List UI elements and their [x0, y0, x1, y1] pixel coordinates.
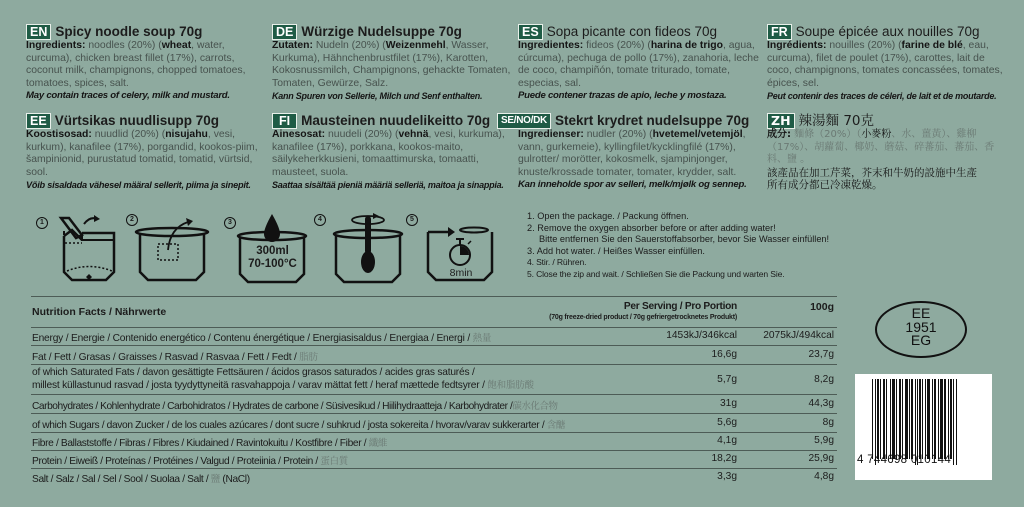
product-title-fi: Mausteinen nuudelikeitto 70g	[301, 113, 491, 128]
allergen-note-es: Puede contener trazas de apio, leche y mostaza.	[518, 90, 727, 102]
ingredients-de: Zutaten: Nudeln (20%) (Weizenmehl, Wasser, Kurkuma), Hähnchenbrustfilet (17%), Karotten, Kokosnussmilch, Champignons, gehackte Tomaten, Tomaten, Gewürze, Salz.	[272, 40, 511, 89]
product-title-en: Spicy noodle soup 70g	[55, 24, 203, 39]
nutrition-row-fibre: Fibre / Ballaststoffe / Fibras / Fibres / Kiudained / Ravintokuitu / Kostfibre / Fiber / 纖維 4,1g 5,9g	[31, 433, 837, 451]
product-title-de: Würzige Nudelsuppe 70g	[301, 24, 462, 39]
per-serving-subheader: (70g freeze-dried product / 70g gefriergetrocknetes Produkt)	[549, 314, 737, 321]
ingredients-fi: Ainesosat: nuudeli (20%) (vehnä, vesi, kurkuma), kanafilee (17%), porkkana, kookos-maito, säilykeherkkusieni, tomaattimurska, tomaatti, mausteet, suola.	[272, 129, 505, 178]
health-mark-number: 1951	[905, 318, 937, 335]
nutrition-header	[31, 297, 837, 328]
step-5-wait-icon	[410, 210, 507, 290]
allergen-note-fr: Peut contenir des traces de céleri, de lait et de moutarde.	[767, 91, 997, 102]
product-title-ee: Vürtsikas nuudlisupp 70g	[54, 113, 219, 128]
water-temperature: 70-100°C	[248, 258, 297, 270]
step-number-2: 2	[126, 214, 138, 226]
ingredients-fr: Ingrédients: nouilles (20%) (farine de blé, eau, curcuma), filet de poulet (17%), carottes, lait de coco, champignons, tomates concassées, tomates, épices, sel.	[767, 40, 1003, 89]
health-mark-eg: EG	[910, 332, 932, 348]
allergen-note-fi: Saattaa sisältää pieniä määriä selleriä, maitoa ja sinappia.	[272, 180, 504, 191]
lang-block-se-no-dk	[497, 113, 762, 192]
product-title-zh: 辣湯麵 70克	[798, 113, 875, 129]
product-title-es: Sopa picante con fideos 70g	[546, 24, 718, 39]
allergen-note-en: May contain traces of celery, milk and mustard.	[26, 90, 230, 102]
step-number-5: 5	[406, 214, 418, 226]
lang-block-zh	[767, 113, 1007, 192]
preparation-instructions	[527, 211, 829, 281]
lang-block-fr	[767, 24, 1012, 103]
per-serving-header: Per Serving / Pro Portion	[623, 301, 737, 312]
ingredients-ee: Koostisosad: nuudlid (20%) (nisujahu, vesi, kurkum), kanafilee (17%), porgandid, kookos-piim, šampinionid, purustatud tomatid, tomatid, vürtsid, sool.	[26, 129, 258, 178]
allergen-note-zh-1: 該產品在加工芹菜，芥末和牛奶的設施中生產	[767, 166, 977, 179]
instruction-line: 4. Stir. / Rühren.	[527, 257, 587, 268]
lang-badge-de: DE	[272, 24, 297, 40]
product-title-se-no-dk: Stekrt krydret nudelsuppe 70g	[554, 113, 750, 128]
instruction-line: 2. Remove the oxygen absorber before or after adding water!	[527, 222, 776, 233]
lang-block-fi	[272, 113, 517, 192]
ingredients-en: Ingredients: noodles (20%) (wheat, water, curcuma), chicken breast fillet (17%), carrots, coconut milk, champignons, chopped tomatoes, tomatoes, spices, salt.	[26, 40, 246, 89]
nutrition-table	[31, 297, 837, 486]
nutrition-title: Nutrition Facts / Nährwerte	[32, 306, 167, 318]
step-1-open-icon	[34, 210, 119, 290]
nutrition-row-energy: Energy / Energie / Contenido energético / Contenu énergétique / Energiasisaldus / Energiaa / Energi / 熱量 1453kJ/346kcal 2075kJ/494kcal	[31, 328, 837, 346]
step-number-1: 1	[36, 217, 48, 229]
step-3-add-water-icon	[230, 210, 315, 290]
ingredients-se-no-dk: Ingredienser: nudler (20%) (hvetemel/vetemjöl, vann, gurkemeie), kyllingfilet/kycklingfilé (17%), gulrotter/ morötter, kokosmelk, sjampinjonger, knuste/krossade tomater, tomater, krydder, salt.	[518, 129, 746, 178]
nutrition-row-saturated-fat: of which Saturated Fats / davon gesättigte Fettsäuren / ácidos grasos saturados / acides gras saturés / millest küllastunud rasvad / josta tyydyttyneitä rasvahappoja / varav mättat fett / heraf mættede fedtsyrer / 飽和脂肪酸 5,7g 8,2g	[31, 365, 837, 395]
barcode-number: 4 744698 010144	[857, 454, 952, 466]
health-mark-country: EE	[911, 305, 931, 321]
lang-badge-ee: EE	[26, 113, 51, 129]
lang-badge-fr: FR	[767, 24, 792, 40]
step-2-remove-absorber-icon	[130, 210, 215, 290]
water-amount: 300ml	[256, 245, 289, 257]
allergen-note-de: Kann Spuren von Sellerie, Milch und Senf enthalten.	[272, 91, 483, 102]
wait-time: 8min	[449, 267, 473, 279]
lang-block-en	[26, 24, 271, 103]
nutrition-row-salt: Salt / Salz / Sal / Sel / Sool / Suolaa / Salt / 鹽 (NaCl) 3,3g 4,8g	[32, 471, 834, 485]
lang-badge-zh: ZH	[767, 113, 795, 129]
instruction-line: 1. Open the package. / Packung öffnen.	[527, 211, 689, 221]
barcode-bars	[872, 379, 972, 459]
nutrition-row-carbohydrates: Carbohydrates / Kohlenhydrate / Carbohidratos / Hydrates de carbone / Süsivesikud / Hiilihydraatteja / Karbohydrater /碳水化合物 31g 44,3g	[31, 395, 837, 414]
ingredients-zh: 成分: 麵條（20%）（小麥粉、水、薑黃）、雞柳（17%）、胡蘿蔔、椰奶、蘑菇、碎蕃茄、蕃茄、香料、鹽 。	[767, 129, 995, 166]
step-number-3: 3	[224, 217, 236, 229]
lang-block-ee	[26, 113, 271, 192]
lang-badge-se-no-dk: SE/NO/DK	[497, 113, 551, 129]
allergen-note-se-no-dk: Kan inneholde spor av selleri, melk/mjølk og sennep.	[518, 179, 747, 191]
preparation-steps	[30, 210, 510, 285]
instruction-line: Bitte entfernen Sie den Sauerstoffabsorber, bevor Sie Wasser einfüllen!	[539, 234, 830, 245]
nutrition-row-fat: Fat / Fett / Grasas / Graisses / Rasvad / Rasvaa / Fett / Fedt / 脂肪 16,6g 23,7g	[31, 346, 837, 365]
instruction-line: 3. Add hot water. / Heißes Wasser einfüllen.	[527, 245, 705, 256]
step-4-stir-icon	[318, 210, 411, 290]
lang-badge-en: EN	[26, 24, 51, 40]
lang-badge-fi: FI	[272, 113, 297, 129]
allergen-note-zh-2: 所有成分都已冷凍乾燥。	[767, 179, 883, 192]
step-number-4: 4	[314, 214, 326, 226]
nutrition-row-protein: Protein / Eiweiß / Proteínas / Protéines / Valgud / Proteiinia / Protein / 蛋白質 18,2g 25,9g	[31, 451, 837, 469]
product-title-fr: Soupe épicée aux nouilles 70g	[795, 24, 980, 39]
instruction-line: 5. Close the zip and wait. / Schließen Sie die Packung und warten Sie.	[527, 268, 785, 279]
per-100g-header: 100g	[810, 301, 834, 313]
nutrition-row-sugars: of which Sugars / davon Zucker / de los cuales azúcares / dont sucre / suhkrud / josta sokereita / hvorav/varav sukkerarter / 含醣 5,6g 8g	[31, 414, 837, 433]
health-mark-oval	[875, 301, 967, 358]
ingredients-es: Ingredientes: fideos (20%) (harina de trigo, agua, cúrcuma), pechuga de pollo (17%), zanahoria, leche de coco, champiñón, tomate triturado, tomate, especias, sal.	[518, 40, 759, 89]
allergen-note-ee: Võib sisaldada vähesel määral sellerit, piima ja sinepit.	[26, 180, 251, 191]
lang-block-de	[272, 24, 517, 103]
barcode	[855, 374, 992, 480]
lang-badge-es: ES	[518, 24, 543, 40]
lang-block-es	[518, 24, 763, 103]
